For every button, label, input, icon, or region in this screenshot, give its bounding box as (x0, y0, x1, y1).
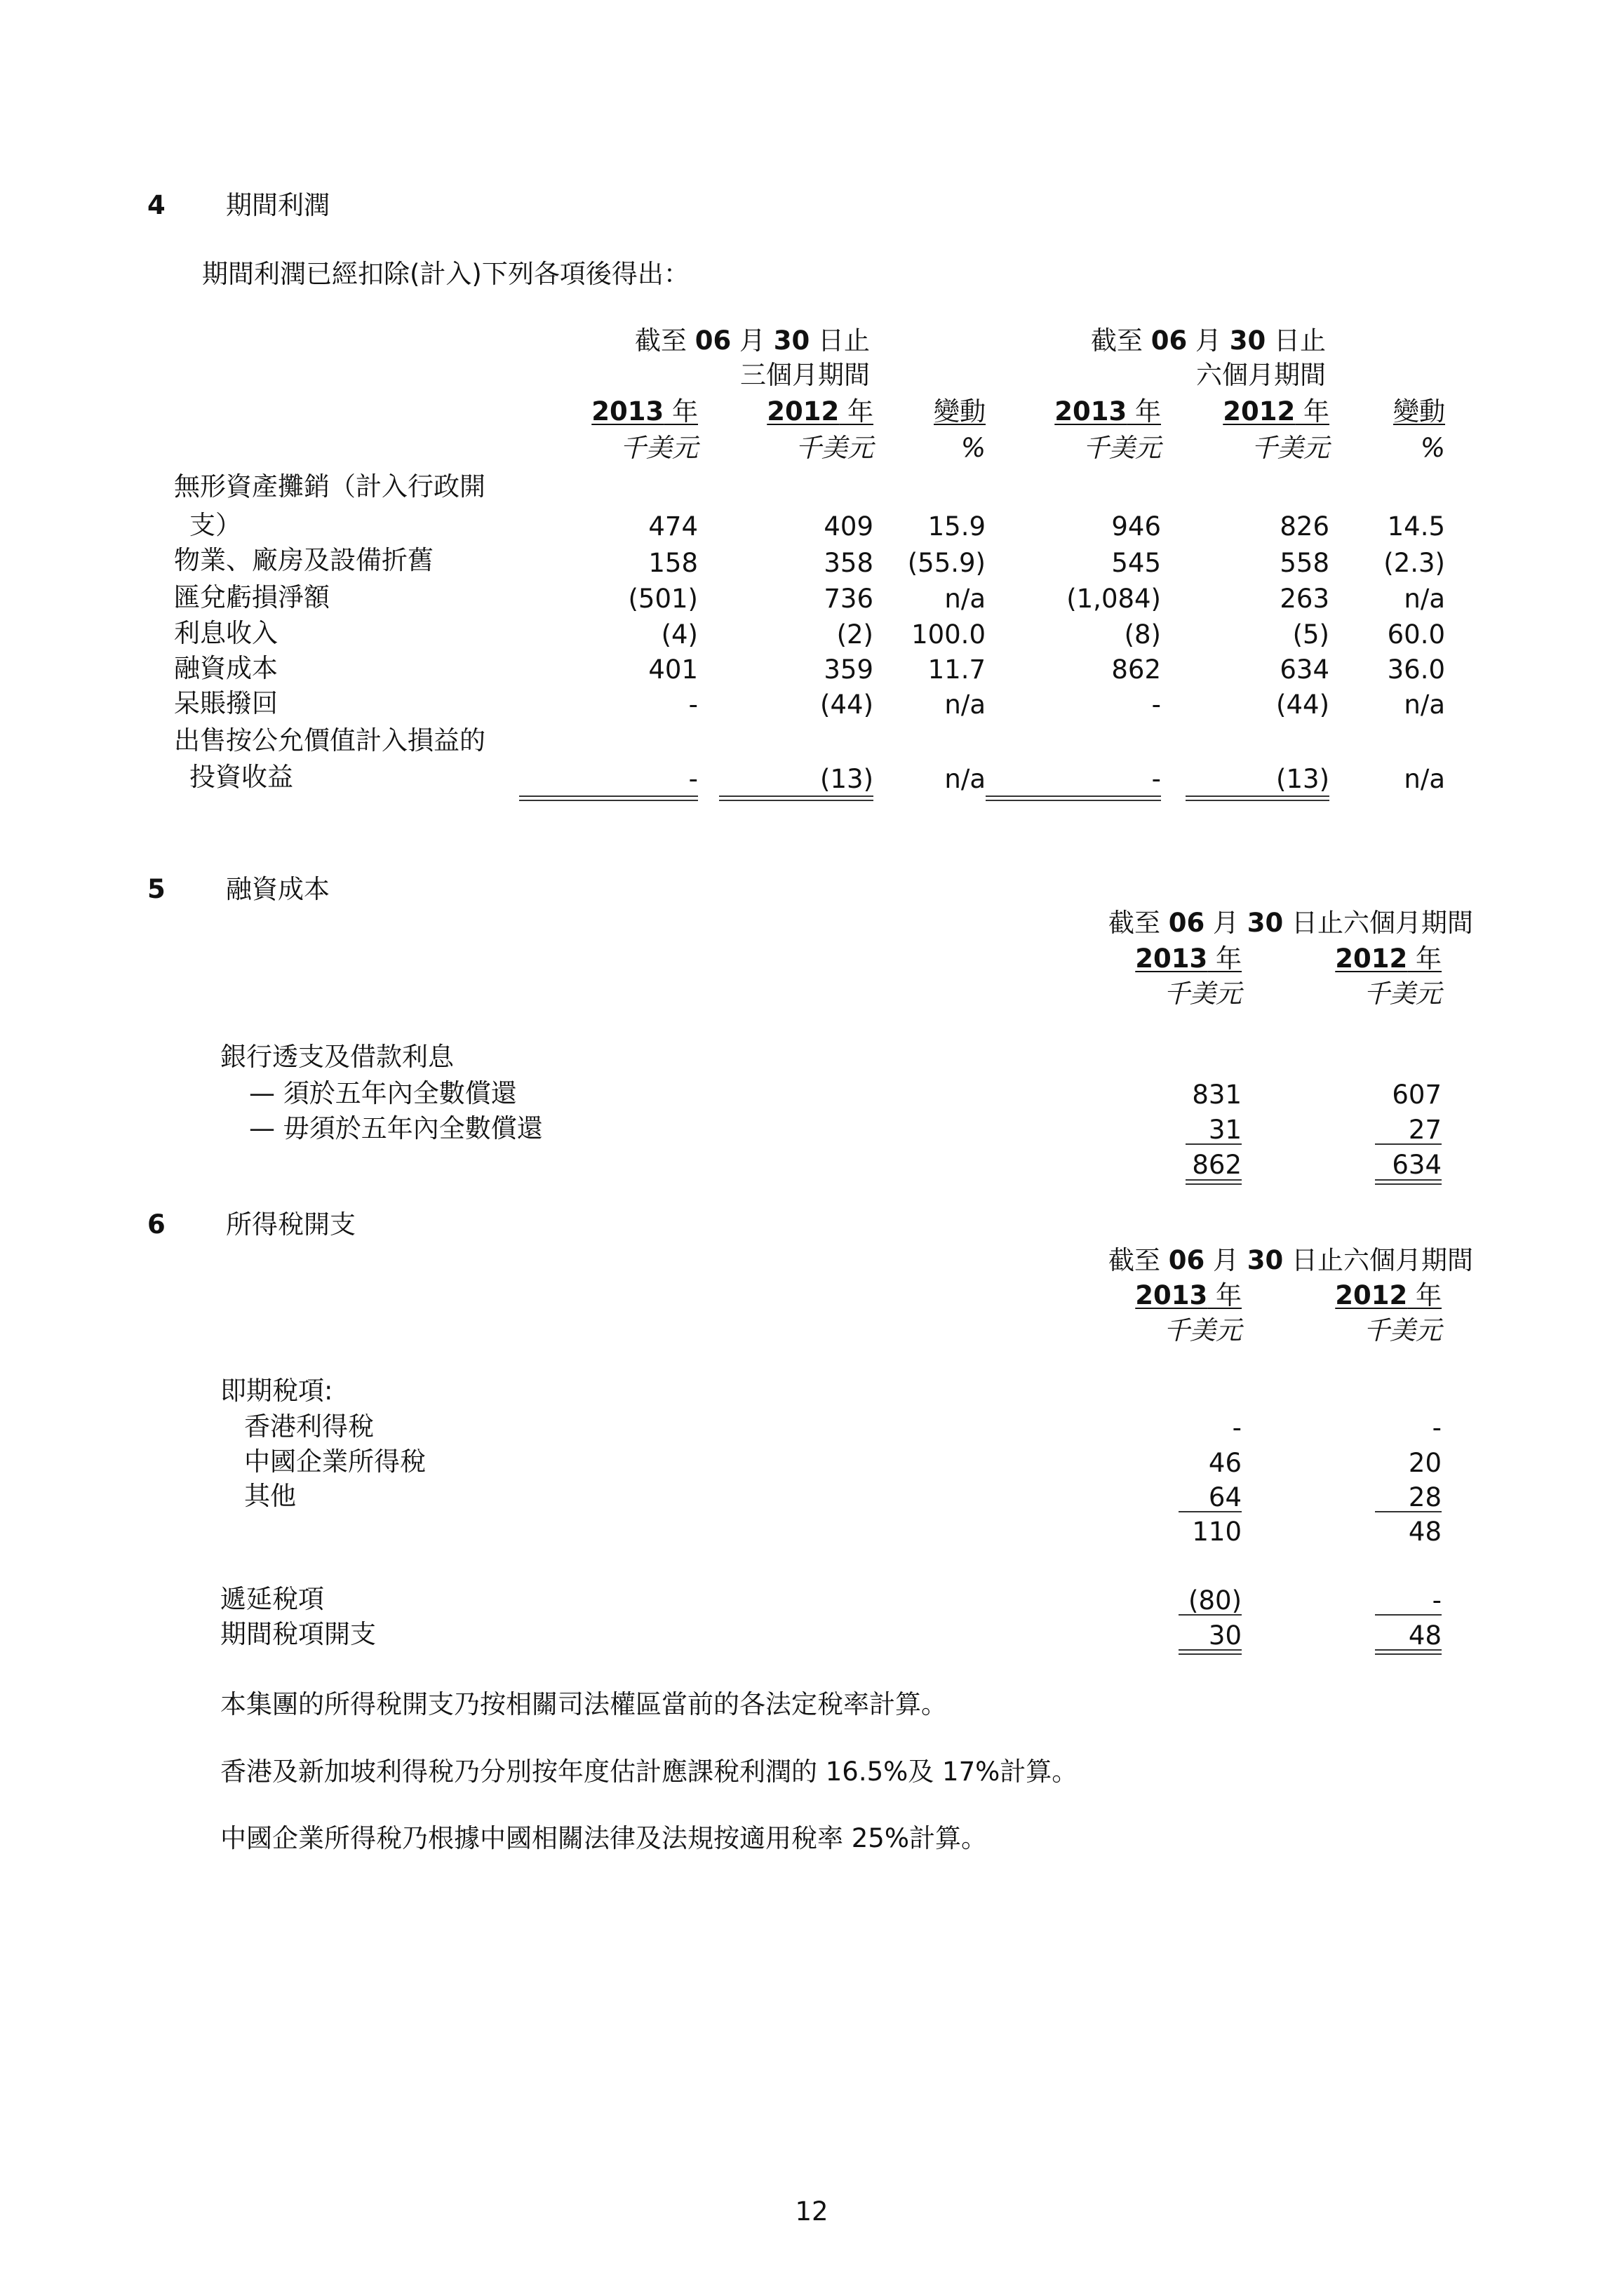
double-rule (1375, 1179, 1442, 1185)
s5-total-cell: 862 (1192, 1150, 1242, 1180)
single-rule (1179, 1614, 1242, 1616)
double-rule (519, 795, 698, 801)
s5-unit-2012: 千美元 (1364, 979, 1442, 1009)
s6-unit-2013: 千美元 (1164, 1315, 1242, 1345)
table-cell: - (1432, 1585, 1442, 1616)
table-cell: (1,084) (1066, 584, 1161, 614)
table-cell: (5) (1292, 619, 1329, 650)
table-cell: 359 (824, 654, 873, 685)
table-cell: (80) (1188, 1585, 1242, 1616)
unit-2013-3m: 千美元 (620, 433, 698, 463)
table-cell: n/a (944, 690, 986, 720)
six-month-period-header: 截至 06 月 30 日止 (1090, 325, 1326, 356)
table-cell: 20 (1408, 1448, 1442, 1478)
s6-unit-2012: 千美元 (1364, 1315, 1442, 1345)
table-cell: (501) (628, 584, 698, 614)
tax-note-3: 中國企業所得稅乃根據中國相關法律及法規按適用稅率 25%計算。 (220, 1823, 987, 1853)
single-rule (1179, 1511, 1242, 1512)
tax-note-1: 本集團的所得稅開支乃按相關司法權區當前的各法定稅率計算。 (220, 1689, 947, 1719)
table-cell: 826 (1280, 511, 1329, 542)
tax-note-2: 香港及新加坡利得稅乃分別按年度估計應課稅利潤的 16.5%及 17%計算。 (220, 1757, 1078, 1787)
section-5-title: 融資成本 (226, 874, 330, 904)
table-cell: 409 (824, 511, 873, 542)
s5-col-header-2013: 2013 年 (1135, 944, 1242, 974)
s6-total-cell: 30 (1208, 1620, 1242, 1651)
table-cell: 634 (1280, 654, 1329, 685)
row-label-bad-debt-reversal: 呆賬撥回 (174, 688, 278, 718)
table-cell: n/a (1404, 584, 1445, 614)
section-4-title: 期間利潤 (226, 190, 330, 220)
row-label-amortisation: 無形資產攤銷（計入行政開 (174, 471, 485, 502)
table-cell: 36.0 (1387, 654, 1445, 685)
table-cell: 100.0 (911, 619, 986, 650)
double-rule (1186, 1179, 1242, 1185)
table-cell: (2.3) (1383, 548, 1445, 578)
unit-2012-3m: 千美元 (796, 433, 873, 463)
s5-group-label: 銀行透支及借款利息 (220, 1042, 454, 1072)
table-cell: 27 (1408, 1115, 1442, 1145)
s5-col-header-2012: 2012 年 (1335, 944, 1442, 974)
table-cell: 358 (824, 548, 873, 578)
table-cell: 545 (1111, 548, 1161, 578)
section-5-number: 5 (147, 874, 166, 904)
table-cell: (8) (1124, 619, 1161, 650)
table-cell: - (688, 764, 698, 794)
table-cell: 158 (648, 548, 698, 578)
s6-col-header-2013: 2013 年 (1135, 1280, 1242, 1310)
double-rule (1375, 1649, 1442, 1655)
col-header-2013-6m: 2013 年 (1054, 396, 1161, 427)
section-4-intro: 期間利潤已經扣除(計入)下列各項後得出： (202, 259, 690, 289)
table-cell: n/a (944, 584, 986, 614)
s5-row-label: — 須於五年內全數償還 (249, 1078, 517, 1108)
double-rule (1186, 795, 1329, 801)
unit-2013-6m: 千美元 (1083, 433, 1161, 463)
table-cell: 263 (1280, 584, 1329, 614)
single-rule (1375, 1143, 1442, 1145)
double-rule (986, 795, 1161, 801)
table-cell: - (1432, 1413, 1442, 1443)
double-rule (719, 795, 873, 801)
table-cell: 736 (824, 584, 873, 614)
row-label-fx-loss: 匯兌虧損淨額 (174, 582, 330, 612)
section-6-number: 6 (147, 1209, 166, 1240)
table-cell: (2) (836, 619, 873, 650)
s6-current-tax-label: 即期稅項: (220, 1376, 333, 1406)
s6-row-label: 香港利得稅 (244, 1411, 374, 1442)
table-cell: (44) (1276, 690, 1329, 720)
six-month-period-subheader: 六個月期間 (1196, 360, 1326, 390)
s6-subtotal-cell: 48 (1408, 1517, 1442, 1547)
col-header-change-6m: 變動 (1393, 396, 1445, 427)
unit-change-3m: % (960, 433, 986, 463)
s6-row-label: 中國企業所得稅 (244, 1446, 426, 1477)
table-cell: 31 (1208, 1115, 1242, 1145)
s5-total-cell: 634 (1392, 1150, 1442, 1180)
row-label-depreciation: 物業、廠房及設備折舊 (174, 545, 434, 575)
table-cell: 831 (1192, 1080, 1242, 1110)
single-rule (1375, 1511, 1442, 1512)
table-cell: - (1151, 764, 1161, 794)
table-cell: - (1232, 1413, 1242, 1443)
page-number: 12 (795, 2196, 828, 2227)
col-header-2012-6m: 2012 年 (1223, 396, 1329, 427)
table-cell: 46 (1208, 1448, 1242, 1478)
s5-unit-2013: 千美元 (1164, 979, 1242, 1009)
row-label-investment-gain: 出售按公允價值計入損益的 (174, 725, 485, 756)
s6-deferred-label: 遞延稅項 (220, 1584, 324, 1614)
table-cell: 64 (1208, 1482, 1242, 1512)
three-month-period-subheader: 三個月期間 (740, 360, 870, 390)
table-cell: - (688, 690, 698, 720)
table-cell: n/a (944, 764, 986, 794)
section-6-period-header: 截至 06 月 30 日止六個月期間 (1108, 1245, 1474, 1275)
col-header-change-3m: 變動 (934, 396, 986, 427)
table-cell: 558 (1280, 548, 1329, 578)
section-4-number: 4 (147, 190, 166, 220)
table-cell: 474 (648, 511, 698, 542)
table-cell: 11.7 (927, 654, 986, 685)
section-6-title: 所得稅開支 (226, 1209, 356, 1240)
table-cell: (55.9) (907, 548, 986, 578)
row-label-finance-costs: 融資成本 (174, 653, 278, 683)
col-header-2012-3m: 2012 年 (767, 396, 873, 427)
s6-subtotal-cell: 110 (1192, 1517, 1242, 1547)
three-month-period-header: 截至 06 月 30 日止 (634, 325, 870, 356)
s6-total-label: 期間稅項開支 (220, 1619, 376, 1649)
unit-2012-6m: 千美元 (1251, 433, 1329, 463)
table-cell: n/a (1404, 764, 1445, 794)
table-cell: 401 (648, 654, 698, 685)
table-cell: 60.0 (1387, 619, 1445, 650)
single-rule (1375, 1614, 1442, 1616)
table-cell: 14.5 (1387, 511, 1445, 542)
table-cell: n/a (1404, 690, 1445, 720)
single-rule (1186, 1143, 1242, 1145)
unit-change-6m: % (1420, 433, 1445, 463)
table-cell: (13) (820, 764, 873, 794)
table-cell: 862 (1111, 654, 1161, 685)
row-label-interest-income: 利息收入 (174, 618, 278, 648)
s5-row-label: — 毋須於五年內全數償還 (249, 1113, 543, 1143)
row-label-amortisation-cont: 支） (189, 510, 241, 540)
s6-row-label: 其他 (244, 1481, 296, 1511)
s6-total-cell: 48 (1408, 1620, 1442, 1651)
table-cell: (44) (820, 690, 873, 720)
table-cell: (4) (661, 619, 698, 650)
table-cell: (13) (1276, 764, 1329, 794)
table-cell: 607 (1392, 1080, 1442, 1110)
table-cell: 946 (1111, 511, 1161, 542)
section-5-period-header: 截至 06 月 30 日止六個月期間 (1108, 908, 1474, 938)
table-cell: 15.9 (927, 511, 986, 542)
table-cell: - (1151, 690, 1161, 720)
double-rule (1179, 1649, 1242, 1655)
col-header-2013-3m: 2013 年 (591, 396, 698, 427)
table-cell: 28 (1408, 1482, 1442, 1512)
s6-col-header-2012: 2012 年 (1335, 1280, 1442, 1310)
row-label-investment-gain-cont: 投資收益 (189, 762, 293, 792)
